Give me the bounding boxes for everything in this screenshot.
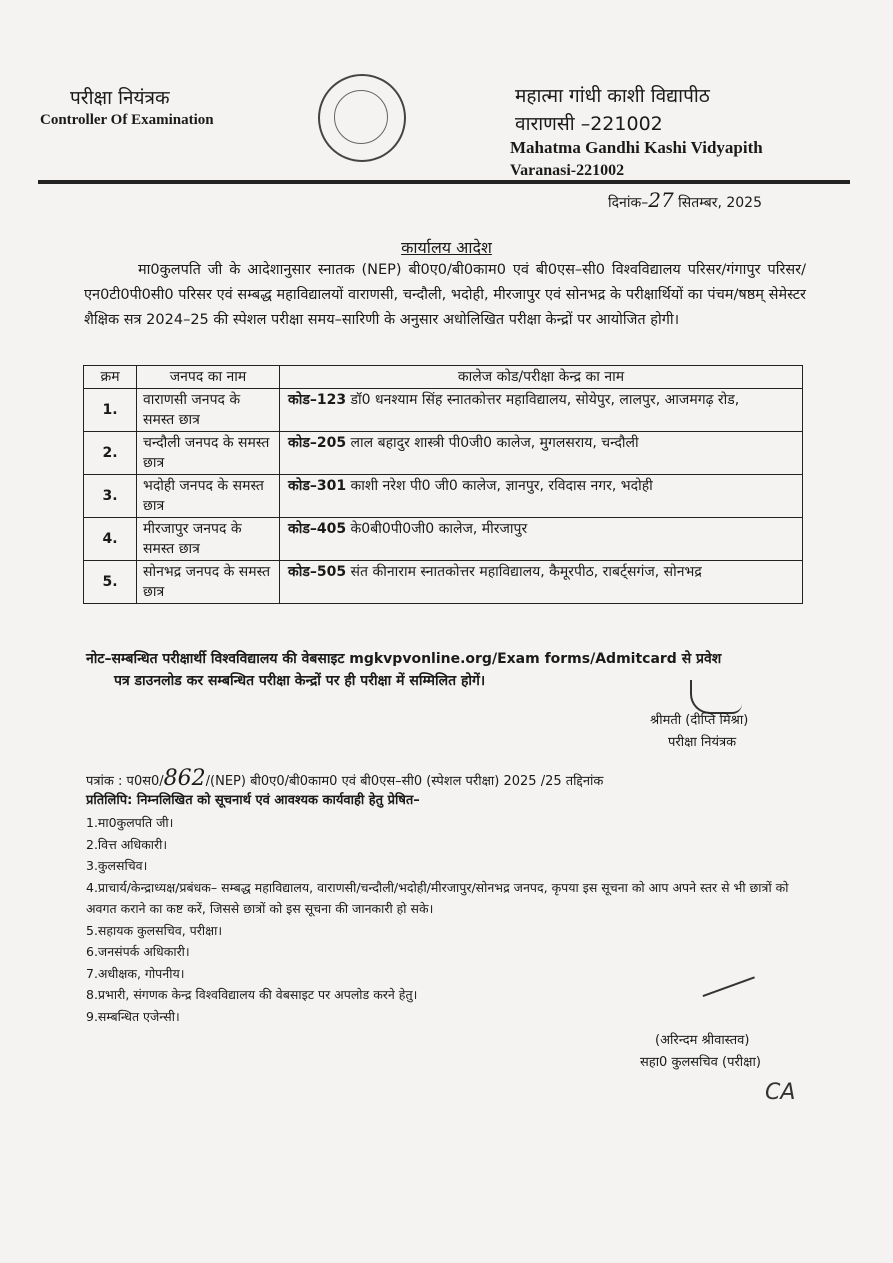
ref-prefix: पत्रांक : प0स0/ bbox=[86, 774, 164, 789]
signature-controller bbox=[690, 680, 742, 714]
centre-code: कोड–505 bbox=[288, 564, 347, 580]
ref-rest: /(NEP) बी0ए0/बी0काम0 एवं बी0एस–सी0 (स्पेशल परीक्षा) 2025 /25 तद्दिनांक bbox=[205, 774, 604, 789]
table-row bbox=[84, 561, 803, 604]
university-name-hindi: महात्मा गांधी काशी विद्यापीठ bbox=[515, 85, 710, 107]
cc-list-item: 7.अधीक्षक, गोपनीय। bbox=[86, 965, 185, 981]
serial-cell: 2. bbox=[84, 432, 137, 475]
district-cell: भदोही जनपद के समस्त छात्र bbox=[137, 475, 280, 518]
district-cell: मीरजापुर जनपद के समस्त छात्र bbox=[137, 518, 280, 561]
centre-name: के0बी0पी0जी0 कालेज, मीरजापुर bbox=[350, 521, 528, 537]
reference-number bbox=[86, 766, 816, 791]
office-title-hindi: परीक्षा नियंत्रक bbox=[70, 87, 170, 109]
date-day: 27 bbox=[648, 188, 674, 212]
serial-cell: 1. bbox=[84, 389, 137, 432]
office-title-english: Controller Of Examination bbox=[40, 112, 214, 128]
col-header-serial: क्रम bbox=[84, 366, 137, 389]
district-cell: चन्दौली जनपद के समस्त छात्र bbox=[137, 432, 280, 475]
ref-number: 862 bbox=[163, 766, 206, 791]
cc-list-item: 8.प्रभारी, संगणक केन्द्र विश्वविद्यालय की वेबसाइट पर अपलोड करने हेतु। bbox=[86, 987, 418, 1002]
cc-list-item: 5.सहायक कुलसचिव, परीक्षा। bbox=[86, 922, 223, 938]
col-header-centre: कालेज कोड/परीक्षा केन्द्र का नाम bbox=[280, 366, 803, 389]
centre-code: कोड–123 bbox=[288, 392, 347, 408]
centre-cell bbox=[280, 518, 803, 561]
date-prefix: दिनांक– bbox=[608, 195, 649, 211]
note-line-2: पत्र डाउनलोड कर सम्बन्धित परीक्षा केन्द्रों पर ही परीक्षा में सम्मिलित होगें। bbox=[114, 673, 486, 689]
centre-cell bbox=[280, 561, 803, 604]
centre-name: संत कीनाराम स्नातकोत्तर महाविद्यालय, कैमूरपीठ, राबर्ट्सगंज, सोनभद्र bbox=[350, 564, 702, 580]
university-city-hindi: वाराणसी –221002 bbox=[515, 113, 663, 135]
district-cell: वाराणसी जनपद के समस्त छात्र bbox=[137, 389, 280, 432]
table-row bbox=[84, 432, 803, 475]
centre-cell bbox=[280, 389, 803, 432]
signatory-2-name: (अरिन्दम श्रीवास्तव) bbox=[655, 1033, 750, 1048]
centre-name: डॉ0 धनश्याम सिंह स्नातकोत्तर महाविद्यालय, सोयेपुर, लालपुर, आजमगढ़ रोड, bbox=[350, 392, 740, 408]
centre-cell bbox=[280, 432, 803, 475]
centre-cell bbox=[280, 475, 803, 518]
centre-name: काशी नरेश पी0 जी0 कालेज, ज्ञानपुर, रविदास नगर, भदोही bbox=[350, 478, 653, 494]
centre-name: लाल बहादुर शास्त्री पी0जी0 कालेज, मुगलसराय, चन्दौली bbox=[350, 435, 639, 451]
district-cell: सोनभद्र जनपद के समस्त छात्र bbox=[137, 561, 280, 604]
university-name-english: Mahatma Gandhi Kashi Vidyapith bbox=[510, 138, 763, 157]
table-row bbox=[84, 475, 803, 518]
signatory-1-title: परीक्षा नियंत्रक bbox=[668, 735, 737, 750]
university-seal-logo bbox=[318, 74, 406, 162]
university-city-english: Varanasi-221002 bbox=[510, 162, 625, 179]
date-month-year: सितम्बर, 2025 bbox=[673, 195, 762, 211]
note-line-1: नोट–सम्बन्धित परीक्षार्थी विश्वविद्यालय की वेबसाइट mgkvpvonline.org/Exam forms/Admitcard से प्रवेश bbox=[86, 651, 722, 667]
cc-list-item: 9.सम्बन्धित एजेन्सी। bbox=[86, 1008, 180, 1024]
handwritten-initials: CA bbox=[765, 1080, 796, 1105]
serial-cell: 3. bbox=[84, 475, 137, 518]
document-title: कार्यालय आदेश bbox=[401, 238, 492, 257]
document-date bbox=[608, 188, 762, 212]
cc-list-item: 4.प्राचार्य/केन्द्राध्यक्ष/प्रबंधक– सम्बद्ध महाविद्यालय, वाराणसी/चन्दौली/भदोही/मीरजापुर/सोनभद्र जनपद, कृपया इस सूचना को आप अपने स्तर से भी छात्रों को अवगत कराने का कष्ट करें, जिससे छात्रों को इस सूचना की जानकारी हो सके। bbox=[86, 879, 789, 916]
serial-cell: 5. bbox=[84, 561, 137, 604]
cc-list-item: 6.जनसंपर्क अधिकारी। bbox=[86, 944, 190, 959]
signatory-1-name: श्रीमती (दीप्ति मिश्रा) bbox=[650, 713, 749, 728]
col-header-district: जनपद का नाम bbox=[137, 366, 280, 389]
centre-code: कोड–205 bbox=[288, 435, 347, 451]
cc-list-item: 3.कुलसचिव। bbox=[86, 858, 148, 873]
serial-cell: 4. bbox=[84, 518, 137, 561]
table-row bbox=[84, 389, 803, 432]
order-paragraph: मा0कुलपति जी के आदेशानुसार स्नातक (NEP) बी0ए0/बी0काम0 एवं बी0एस–सी0 विश्वविद्यालय परिसर/गंगापुर परिसर/एन0टी0पी0सी0 परिसर एवं सम्बद्ध महाविद्यालयों वाराणसी, चन्दौली, भदोही, मीरजापुर एवं सोनभद्र के परीक्षार्थियों का पंचम/षष्ठम् सेमेस्टर शैक्षिक सत्र 2024–25 की स्पेशल परीक्षा समय–सारिणी के अनुसार अधोलिखित परीक्षा केन्द्रों पर आयोजित होगी। bbox=[84, 262, 806, 328]
centre-code: कोड–405 bbox=[288, 521, 347, 537]
signatory-2-title: सहा0 कुलसचिव (परीक्षा) bbox=[640, 1055, 761, 1070]
cc-list-item: 1.मा0कुलपति जी। bbox=[86, 815, 174, 830]
centre-code: कोड–301 bbox=[288, 478, 347, 494]
exam-centre-table bbox=[83, 365, 803, 604]
cc-list-item: 2.वित्त अधिकारी। bbox=[86, 836, 168, 852]
header-divider bbox=[38, 180, 850, 184]
table-row bbox=[84, 518, 803, 561]
cc-heading: प्रतिलिपि: निम्नलिखित को सूचनार्थ एवं आवश्यक कार्यवाही हेतु प्रेषित– bbox=[86, 793, 420, 808]
